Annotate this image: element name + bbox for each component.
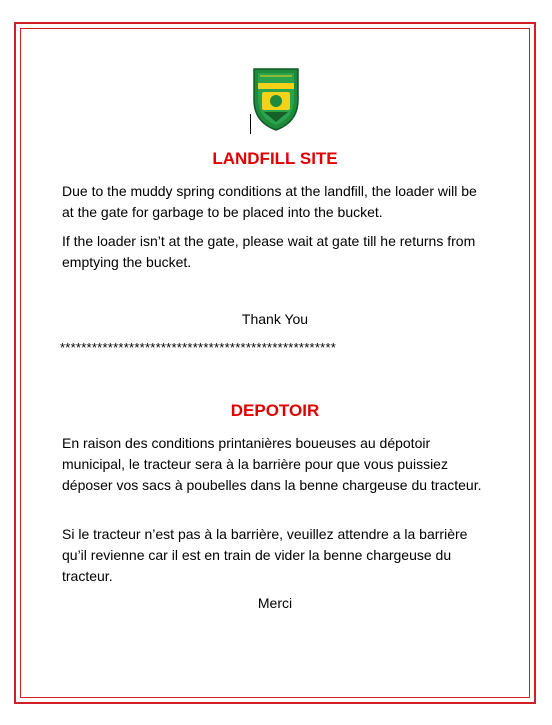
english-paragraph-2: If the loader isn’t at the gate, please wait at gate till he returns from emptying the bucket. xyxy=(62,233,476,270)
municipal-crest-icon xyxy=(250,66,302,132)
text-cursor xyxy=(250,114,251,134)
separator-line: **************************************************** xyxy=(60,340,337,355)
french-title: DEPOTOIR xyxy=(230,401,320,420)
french-paragraph-2: Si le tracteur n’est pas à la barrière, veuillez attendre a la barrière qu’il revienne car il est en train de vider la benne chargeuse du tracteur. xyxy=(62,526,468,584)
english-closing: Thank You xyxy=(241,311,309,327)
english-title: LANDFILL SITE xyxy=(212,149,338,168)
english-paragraph-1: Due to the muddy spring conditions at the landfill, the loader will be at the gate for garbage to be placed into the bucket. xyxy=(62,183,477,220)
french-closing: Merci xyxy=(257,595,293,611)
french-paragraph-1: En raison des conditions printanières boueuses au dépotoir municipal, le tracteur sera à la barrière pour que vous puissiez déposer vos sacs à poubelles dans la benne chargeuse du tracteur. xyxy=(62,435,482,493)
